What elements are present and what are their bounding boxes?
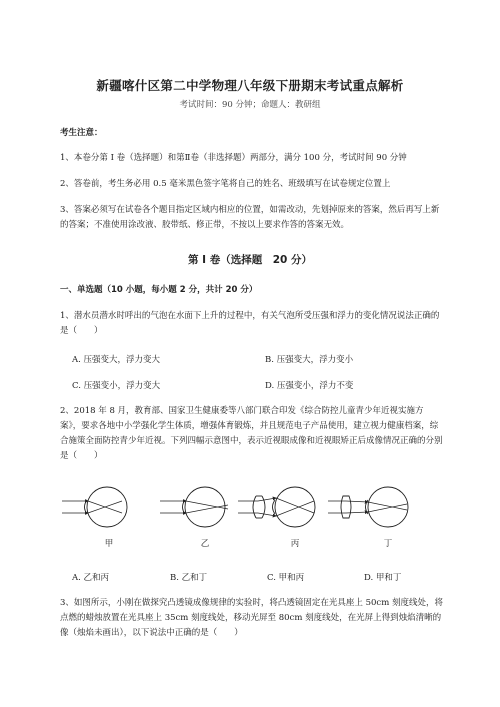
eye-diagram-jia <box>62 487 127 527</box>
question-3-stem: 3、如图所示，小刚在做探究凸透镜成像规律的实验时，将凸透镜固定在光具座上 50cm 刻度线处，将点燃的蜡烛放置在光具座上 35cm 刻度线处，移动光屏至 80cm 刻度线处，在光屏上得到烛焰清晰的像（烛焰未画出），以下说法中正确的是（ ） <box>60 598 443 638</box>
question-2-stem: 2、2018 年 8 月，教育部、国家卫生健康委等八部门联合印发《综合防控儿童青少年近视实施方案》，要求各地中小学强化学生体质，增强体育锻炼，并且规范电子产品使用，建立视力健康档案，综合施策全面防控青少年近视。下列四幅示意图中，表示近视眼成像和近视眼矫正后成像情况正确的分别是（ ） <box>60 406 443 461</box>
notice-item-2: 2、答卷前，考生务必用 0.5 毫米黑色签字笔将自己的姓名、班级填写在试卷规定位置上 <box>60 179 391 189</box>
question-1-option-c[interactable]: C. 压强变小，浮力变大 <box>72 381 161 391</box>
section-title: 第 I 卷（选择题 20 分） <box>188 254 312 266</box>
exam-title: 新疆喀什区第二中学物理八年级下册期末考试重点解析 <box>96 78 404 93</box>
eye-diagram-yi <box>160 487 228 527</box>
question-1-stem: 1、潜水员潜水时呼出的气泡在水面下上升的过程中，有关气泡所受压强和浮力的变化情况说法正确的是（ ） <box>60 311 440 336</box>
figure-label-yi: 乙 <box>200 539 210 549</box>
question-2-option-c[interactable]: C. 甲和丙 <box>267 573 305 583</box>
question-2-option-a[interactable]: A. 乙和丙 <box>72 573 110 583</box>
figure-label-ding: 丁 <box>383 539 393 549</box>
figure-label-bing: 丙 <box>290 539 300 549</box>
figure-label-jia: 甲 <box>104 539 114 549</box>
question-2-option-d[interactable]: D. 甲和丁 <box>364 573 402 583</box>
question-1-option-a[interactable]: A. 压强变大，浮力变大 <box>72 355 161 365</box>
eye-diagram-bing <box>238 487 315 527</box>
eye-diagrams-figure <box>60 482 450 532</box>
notice-heading: 考生注意： <box>60 128 103 138</box>
exam-subtitle: 考试时间：90 分钟；命题人：教研组 <box>179 100 321 110</box>
question-2-option-b[interactable]: B. 乙和丁 <box>170 573 208 583</box>
notice-item-3: 3、答案必须写在试卷各个题目指定区域内相应的位置，如需改动，先划掉原来的答案，然后再写上新的答案；不准使用涂改液、胶带纸、修正带，不按以上要求作答的答案无效。 <box>60 205 440 230</box>
question-1-option-d[interactable]: D. 压强变小，浮力不变 <box>265 381 354 391</box>
notice-item-1: 1、本卷分第 I 卷（选择题）和第Ⅱ卷（非选择题）两部分，满分 100 分，考试时间 90 分钟 <box>60 153 407 163</box>
eye-diagram-ding <box>328 487 408 527</box>
part-heading: 一、单选题（10 小题，每小题 2 分，共计 20 分） <box>60 285 258 295</box>
question-1-option-b[interactable]: B. 压强变大，浮力变小 <box>265 355 354 365</box>
